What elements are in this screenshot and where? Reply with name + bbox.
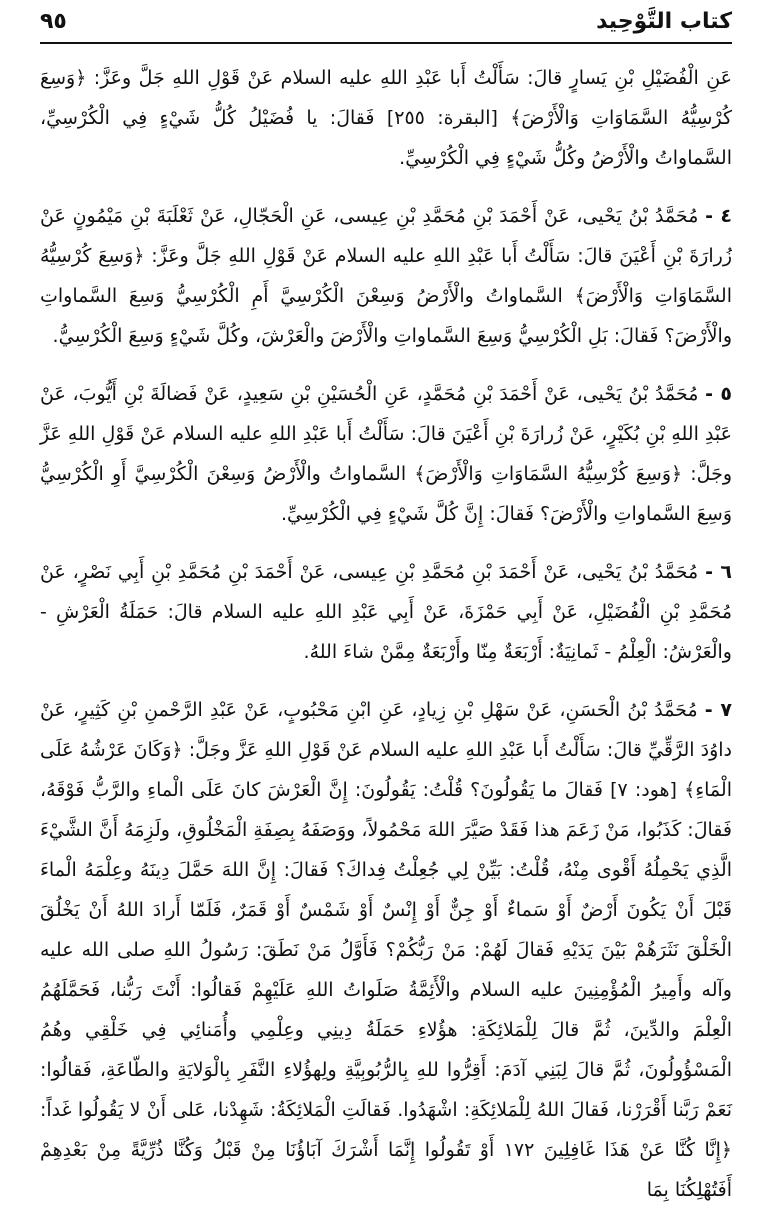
running-title: كتاب التَّوْحِيد xyxy=(596,8,732,34)
hadith-number: ٦ - xyxy=(705,561,732,583)
hadith-text: عَنِ الْفُضَيْلِ بْنِ يَسارٍ قالَ: سَأَلْتُ أَبا عَبْدِ اللهِ عليه السلام عَنْ قَوْلِ اللهِ جَلَّ وعَزَّ: ﴿وَسِعَ كُرْسِيُّهُ السَّمَاوَاتِ وَالْأَرْضَ﴾ [البقرة: ٢٥٥] فَقالَ: يا فُضَيْلُ كُلُّ شَيْءٍ فِي الْكُرْسِيِّ، السَّماواتُ والْأَرْضُ وكُلُّ شَيْءٍ فِي الْكُرْسِيِّ. xyxy=(40,67,732,169)
hadith-text: مُحَمَّدُ بْنُ يَحْيى، عَنْ أَحْمَدَ بْنِ مُحَمَّدِ بْنِ عِيسى، عَنْ أَحْمَدَ بْنِ مُحَمَّدِ بْنِ أَبِي نَصْرٍ، عَنْ مُحَمَّدِ بْنِ الْفُضَيْلِ، عَنْ أَبِي حَمْزَةَ، عَنْ أَبِي عَبْدِ اللهِ عليه السلام قالَ: حَمَلَةُ الْعَرْشِ - والْعَرْشُ: الْعِلْمُ - ثَمانِيَةٌ: أَرْبَعَةٌ مِنّا وأَرْبَعَةٌ مِمَّنْ شاءَ اللهُ. xyxy=(40,561,732,663)
hadith-paragraph xyxy=(40,196,732,356)
header-divider xyxy=(40,42,732,44)
hadith-paragraph xyxy=(40,690,732,1210)
hadith-paragraph xyxy=(40,552,732,672)
hadith-text: مُحَمَّدُ بْنُ يَحْيى، عَنْ أَحْمَدَ بْنِ مُحَمَّدٍ، عَنِ الْحُسَيْنِ بْنِ سَعِيدٍ، عَنْ فَضالَةَ بْنِ أَيُّوبَ، عَنْ عَبْدِ اللهِ بْنِ بُكَيْرٍ، عَنْ زُرارَةَ بْنِ أَعْيَنَ قالَ: سَأَلْتُ أَبا عَبْدِ اللهِ عليه السلام عَنْ قَوْلِ اللهِ عَزَّ وجَلَّ: ﴿وَسِعَ كُرْسِيُّهُ السَّمَاوَاتِ وَالْأَرْضَ﴾ السَّماواتُ والْأَرْضُ وَسِعْنَ الْكُرْسِيَّ أَوِ الْكُرْسِيُّ وَسِعَ السَّماواتِ والْأَرْضَ؟ فَقالَ: إِنَّ كُلَّ شَيْءٍ فِي الْكُرْسِيِّ. xyxy=(40,383,732,525)
hadith-paragraph xyxy=(40,374,732,534)
page-body xyxy=(40,58,732,1201)
hadith-paragraph xyxy=(40,58,732,178)
hadith-number: ٤ - xyxy=(705,205,732,227)
hadith-text: مُحَمَّدُ بْنُ يَحْيى، عَنْ أَحْمَدَ بْنِ مُحَمَّدِ بْنِ عِيسى، عَنِ الْحَجّالِ، عَنْ ثَعْلَبَةَ بْنِ مَيْمُونٍ عَنْ زُرارَةَ بْنِ أَعْيَنَ قالَ: سَأَلْتُ أَبا عَبْدِ اللهِ عليه السلام عَنْ قَوْلِ اللهِ جَلَّ وعَزَّ: ﴿وَسِعَ كُرْسِيُّهُ السَّمَاوَاتِ وَالْأَرْضَ﴾ السَّماواتُ والْأَرْضُ وَسِعْنَ الْكُرْسِيَّ أَمِ الْكُرْسِيُّ وَسِعَ السَّماواتِ والْأَرْضَ؟ فَقالَ: بَلِ الْكُرْسِيُّ وَسِعَ السَّماواتِ والْأَرْضَ والْعَرْشَ، وكُلَّ شَيْءٍ وَسِعَ الْكُرْسِيُّ. xyxy=(40,205,732,347)
hadith-number: ٥ - xyxy=(705,383,732,405)
hadith-text: مُحَمَّدُ بْنُ الْحَسَنِ، عَنْ سَهْلِ بْنِ زِيادٍ، عَنِ ابْنِ مَحْبُوبٍ، عَنْ عَبْدِ الرَّحْمنِ بْنِ كَثِيرٍ، عَنْ داوُدَ الرَّقِّيِّ قالَ: سَأَلْتُ أَبا عَبْدِ اللهِ عليه السلام عَنْ قَوْلِ اللهِ عَزَّ وجَلَّ: ﴿وَكَانَ عَرْشُهُ عَلَى الْمَاءِ﴾ [هود: ٧] فَقالَ ما يَقُولُونَ؟ قُلْتُ: يَقُولُونَ: إِنَّ الْعَرْشَ كانَ عَلَى الْماءِ والرَّبُّ فَوْقَهُ، فَقالَ: كَذَبُوا، مَنْ زَعَمَ هذا فَقَدْ صَيَّرَ اللهَ مَحْمُولاً، ووَصَفَهُ بِصِفَةِ الْمَخْلُوقِ، ولَزِمَهُ أَنَّ الشَّيْءَ الَّذِي يَحْمِلُهُ أَقْوى مِنْهُ، قُلْتُ: بَيِّنْ لِي جُعِلْتُ فِداكَ؟ فَقالَ: إِنَّ اللهَ حَمَّلَ دِينَهُ وعِلْمَهُ الْماءَ قَبْلَ أَنْ يَكُونَ أَرْضٌ أَوْ سَماءٌ أَوْ جِنٌّ أَوْ إِنْسٌ أَوْ شَمْسٌ أَوْ قَمَرٌ، فَلَمّا أَرادَ اللهُ أَنْ يَخْلُقَ الْخَلْقَ نَثَرَهُمْ بَيْنَ يَدَيْهِ فَقالَ لَهُمْ: مَنْ رَبُّكُمْ؟ فَأَوَّلُ مَنْ نَطَقَ: رَسُولُ اللهِ صلى الله عليه وآله وأَمِيرُ الْمُؤْمِنِينَ عليه السلام والْأَئِمَّةُ صَلَواتُ اللهِ عَلَيْهِمْ فَقالُوا: أَنْتَ رَبُّنا، فَحَمَّلَهُمُ الْعِلْمَ والدِّينَ، ثُمَّ قالَ لِلْمَلائِكَةِ: هؤُلاءِ حَمَلَةُ دِينِي وعِلْمِي وأُمَنائِي فِي خَلْقِي وهُمُ الْمَسْؤُولُونَ، ثُمَّ قالَ لِبَنِي آدَمَ: أَقِرُّوا للهِ بِالرُّبُوبِيَّةِ ولِهؤُلاءِ النَّفَرِ بِالْوَلايَةِ والطّاعَةِ، فَقالُوا: نَعَمْ رَبَّنا أَقْرَرْنا، فَقالَ اللهُ لِلْمَلائِكَةِ: اشْهَدُوا. فَقالَتِ الْمَلائِكَةُ: شَهِدْنا، عَلى أَنْ لا يَقُولُوا غَداً: ﴿إِنَّا كُنَّا عَنْ هَذَا غَافِلِينَ ١٧٢ أَوْ تَقُولُوا إِنَّمَا أَشْرَكَ آبَاؤُنَا مِنْ قَبْلُ وَكُنَّا ذُرِّيَّةً مِنْ بَعْدِهِمْ أَفَتُهْلِكُنَا بِمَا xyxy=(40,699,732,1201)
page-header xyxy=(40,4,732,38)
hadith-number: ٧ - xyxy=(704,699,732,721)
page-number: ٩٥ xyxy=(40,8,67,34)
